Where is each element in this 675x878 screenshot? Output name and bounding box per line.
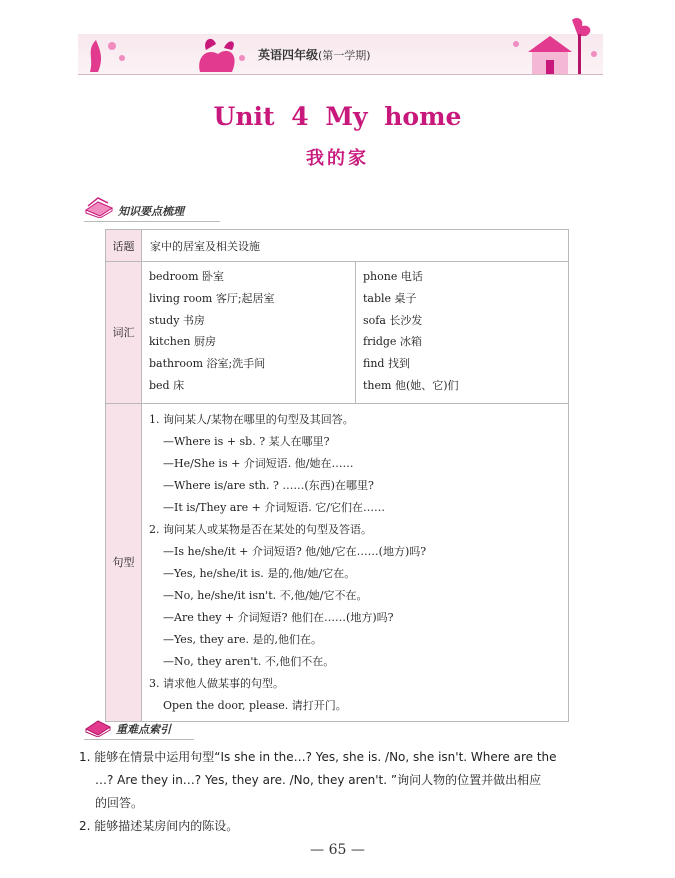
sentence-line: —Are they + 介词短语? 他们在……(地方)吗? (163, 610, 394, 624)
unit-title: Unit 4 My home (213, 102, 462, 131)
page-number: — 65 — (310, 842, 365, 858)
book-icon (84, 717, 112, 737)
vocab-item: them 他(她、它)们 (363, 378, 459, 392)
sentence-line: —Is he/she/it + 介词短语? 他/她/它在……(地方)吗? (163, 544, 427, 558)
vocab-item: phone 电话 (363, 270, 423, 283)
key-points-list (79, 746, 599, 838)
key-point-line: …? Are they in…? Yes, they are. /No, they aren't. ”询问人物的位置并做出相应 (95, 773, 542, 787)
vocab-item: table 桌子 (363, 291, 417, 305)
vocab-item: sofa 长沙发 (363, 313, 423, 327)
unit-subtitle: 我的家 (306, 148, 369, 169)
sentence-line: —It is/They are + 介词短语. 它/它们在…… (163, 500, 386, 514)
sentence-line: —No, they aren't. 不,他们不在。 (163, 654, 335, 668)
section-underline (84, 221, 220, 222)
sentence-cell (142, 403, 569, 721)
vocab-item: find 找到 (363, 357, 410, 371)
sentence-label: 句型 (106, 403, 142, 721)
sentence-heading: 2. 询问某人或某物是否在某处的句型及答语。 (149, 522, 372, 536)
vocab-item: study 书房 (149, 313, 205, 327)
vocab-right-column (355, 262, 568, 403)
sentence-line: —Yes, they are. 是的,他们在。 (163, 632, 322, 646)
table-row-sentences (106, 403, 569, 721)
sentence-heading: 3. 请求他人做某事的句型。 (149, 676, 284, 690)
sentence-line: —Where is/are sth. ? ……(东西)在哪里? (163, 478, 374, 492)
section-underline (84, 739, 194, 740)
table-row-vocab (106, 262, 569, 404)
vocab-label: 词汇 (106, 262, 142, 404)
vocab-item: fridge 冰箱 (363, 335, 422, 349)
table-row-topic (106, 230, 569, 262)
key-point-line: 的回答。 (95, 796, 144, 810)
section-label-knowledge: 知识要点梳理 (118, 205, 184, 218)
sentence-line: —He/She is + 介词短语. 他/她在…… (163, 456, 354, 470)
key-point-line: 1. 能够在情景中运用句型“Is she in the…? Yes, she is. /No, she isn't. Where are the (79, 750, 557, 764)
sentence-line: —Where is + sb. ? 某人在哪里? (163, 434, 330, 448)
vocab-item: living room 客厅;起居室 (149, 291, 275, 305)
key-point-line: 2. 能够描述某房间内的陈设。 (79, 819, 239, 833)
header-title: 英语四年级(第一学期) (258, 48, 371, 62)
book-icon (84, 196, 114, 218)
vocab-item: kitchen 厨房 (149, 335, 216, 349)
topic-label: 话题 (106, 230, 142, 262)
sentence-heading: 1. 询问某人/某物在哪里的句型及其回答。 (149, 412, 354, 426)
section-label-keypoints: 重难点索引 (116, 723, 171, 736)
knowledge-table (105, 229, 569, 722)
sentence-line: —No, he/she/it isn't. 不,他/她/它不在。 (163, 588, 368, 602)
vocab-cell (142, 262, 569, 404)
sentence-line: —Yes, he/she/it is. 是的,他/她/它在。 (163, 566, 356, 580)
vocab-item: bedroom 卧室 (149, 270, 225, 283)
topic-value: 家中的居室及相关设施 (142, 230, 569, 262)
flower-decoration-icon (82, 28, 252, 76)
sentence-line: Open the door, please. 请打开门。 (163, 698, 347, 712)
vocab-item: bathroom 浴室;洗手间 (149, 357, 266, 371)
house-decoration-icon (498, 14, 604, 76)
vocab-left-column (142, 262, 355, 403)
vocab-item: bed 床 (149, 378, 185, 392)
